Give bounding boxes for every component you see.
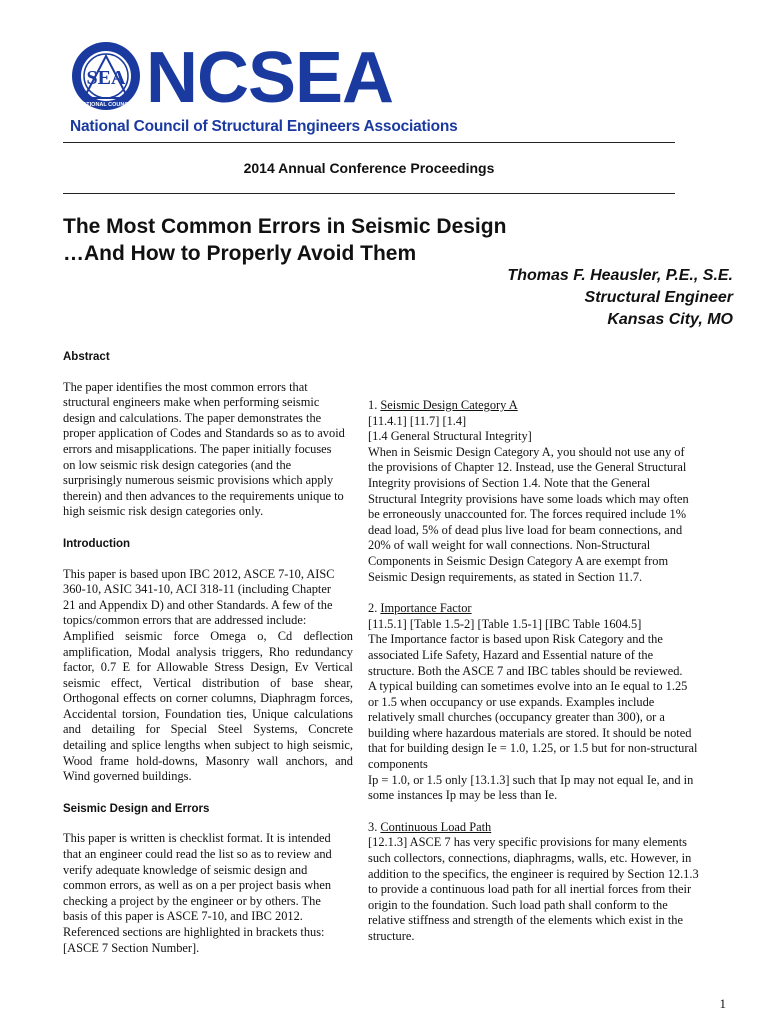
section-line: structure. Both the ASCE 7 and IBC tables should be reviewed. (368, 663, 683, 678)
abstract-line: proper application of Codes and Standards so as to avoid (63, 426, 345, 441)
abstract-line: structural engineers make when performing seismic (63, 395, 320, 410)
seismic-errors-line: [ASCE 7 Section Number]. (63, 940, 200, 955)
abstract-line: surprisingly numerous seismic provisions which apply (63, 473, 334, 488)
seismic-errors-line: Referenced sections are highlighted in brackets thus: (63, 925, 325, 939)
section-line: some instances Ip may be less than Ie. (368, 788, 558, 803)
seal-text: SEA (86, 67, 126, 89)
section-line: be erroneously unaccounted for. The forces required include 1% (368, 507, 687, 522)
section-line: Seismic Design requirements, as stated in Section 11.7. (368, 569, 643, 584)
seismic-errors-line: basis of this paper is ASCE 7-10, and IBC 2012. (63, 909, 303, 924)
seismic-errors-line: This paper is written is checklist format. It is intended (63, 831, 331, 846)
section-heading (368, 398, 736, 414)
logo-subtitle: National Council of Structural Engineers Associations (70, 118, 458, 135)
abstract-line: design and calculations. The paper demonstrates the (63, 410, 322, 425)
abstract-line: errors and misapplications. The paper initially focuses (63, 441, 332, 456)
section-heading (368, 601, 736, 617)
title-line-1: The Most Common Errors in Seismic Design (63, 215, 507, 238)
author-block (507, 265, 733, 331)
section-line: 20% of wall weight for wall connections. Non-Structural (368, 538, 651, 553)
header-rule-bottom (63, 193, 675, 194)
logo-wordmark: NCSEA (146, 38, 394, 118)
header-rule-top (63, 142, 675, 143)
introduction-line: This paper is based upon IBC 2012, ASCE 7-10, AISC (63, 566, 335, 581)
section-seismic-design-category-a (368, 398, 736, 585)
title-line-2: …And How to Properly Avoid Them (63, 242, 417, 265)
abstract-line: on low seismic risk design categories (and the (63, 457, 292, 472)
abstract-text (63, 380, 353, 520)
section-number: 2. (368, 601, 381, 616)
section-line: Structural Integrity provisions have some loads which may often (368, 491, 689, 506)
section-line: When in Seismic Design Category A, you should not use any of (368, 444, 685, 459)
abstract-line: high seismic risk design categories only. (63, 504, 264, 519)
paper-title (63, 213, 703, 267)
section-line: such collectors, connections, diaphragms, walls, etc. However, in (368, 851, 692, 866)
section-line: relatively small churches (occupancy greater than 300), or a (368, 710, 665, 725)
abstract-line: therein) and then advances to the requirements unique to (63, 488, 344, 503)
section-line: the provisions of Chapter 12. Instead, use the General Structural (368, 460, 687, 475)
section-continuous-load-path (368, 820, 736, 945)
section-line: A typical building can sometimes evolve into an Ie equal to 1.25 (368, 679, 688, 694)
section-line: The Importance factor is based upon Risk Category and the (368, 632, 663, 647)
section-line: Components in Seismic Design Category A are exempt from (368, 553, 669, 568)
sea-seal-icon (70, 40, 142, 112)
section-line: relative stiffness and strength of the elements which exist in the (368, 913, 683, 928)
section-line: components (368, 757, 428, 772)
section-line: addition to the specifics, the engineer is required by Section 12.1.3 (368, 866, 699, 881)
section-title: Importance Factor (380, 601, 472, 616)
seismic-errors-line: checking a project by the engineer or by others. The (63, 893, 321, 908)
section-title: Seismic Design Category A (380, 398, 518, 412)
section-line: [1.4 General Structural Integrity] (368, 429, 532, 444)
section-line: that for building design Ie = 1.0, 1.25, or 1.5 but for non-structural (368, 741, 698, 756)
section-title: Continuous Load Path (380, 819, 492, 834)
section-line: Ip = 1.0, or 1.5 only [13.1.3] such that Ip may not equal Ie, and in (368, 772, 694, 787)
author-role: Structural Engineer (584, 289, 733, 306)
section-line: building where hazardous materials are stored. It should be noted (368, 725, 692, 740)
seismic-errors-line: that an engineer could read the list so as to review and (63, 847, 332, 862)
introduction-line: 21 and Appendix D) and other Standards. A few of the (63, 597, 333, 612)
section-line: origin to the foundation. Such load path shall conform to the (368, 897, 668, 912)
section-number: 1. (368, 398, 381, 412)
section-line: dead load, 5% of dead plus live load for beam connections, and (368, 522, 683, 537)
seismic-errors-text (63, 831, 353, 956)
conference-title: 2014 Annual Conference Proceedings (243, 160, 495, 176)
introduction-topics: Amplified seismic force Omega o, Cd deflection amplification, Modal analysis triggers, Rho redundancy factor, 0.7 E for Allowable Stress Design, Ev Vertical seismic effect, Vertical distribution of base shear, Orthogonal effects on corner columns, Diaphragm forces, Accidental torsion, Foundation ties, Unique calculations and detailing for Special Steel Systems, Concrete detailing and splice lengths when subject to high seismic, Wood frame hold-downs, Masonry wall anchors, and Wind governed buildings. (63, 628, 353, 784)
section-line: associated Life Safety, Hazard and Essential nature of the (368, 647, 654, 662)
abstract-heading: Abstract (63, 351, 110, 363)
section-line: [12.1.3] ASCE 7 has very specific provisions for many elements (368, 835, 687, 850)
introduction-line: topics/common errors that are addressed include: (63, 613, 307, 628)
right-column (368, 398, 736, 961)
seismic-errors-line: verify adequate knowledge of seismic design and (63, 862, 308, 877)
section-line: to provide a continuous load path for all inertial forces from their (368, 882, 692, 897)
introduction-heading: Introduction (63, 537, 131, 550)
seismic-errors-heading: Seismic Design and Errors (63, 802, 210, 815)
section-number: 3. (368, 819, 381, 834)
section-heading (368, 820, 736, 836)
section-line: structure. (368, 929, 415, 943)
introduction-text (63, 567, 353, 629)
section-importance-factor (368, 601, 736, 804)
author-location: Kansas City, MO (607, 311, 733, 328)
author-name: Thomas F. Heausler, P.E., S.E. (507, 267, 733, 284)
left-column (63, 350, 353, 973)
section-line: [11.4.1] [11.7] [1.4] (368, 413, 467, 428)
page-number: 1 (719, 996, 726, 1011)
seismic-errors-line: common errors, as well as on a per project basis when (63, 878, 332, 893)
ncsea-logo (70, 38, 458, 140)
introduction-line: 360-10, ASIC 341-10, ACI 318-11 (including Chapter (63, 582, 331, 597)
abstract-line: The paper identifies the most common errors that (63, 379, 308, 394)
section-line: [11.5.1] [Table 1.5-2] [Table 1.5-1] [IBC Table 1604.5] (368, 616, 642, 631)
section-line: or 1.5 when occupancy or use expands. Examples include (368, 694, 655, 709)
section-line: Integrity provisions of Section 1.4. Note that the General (368, 475, 651, 490)
seal-ring-text: NATIONAL COUNCIL (78, 102, 134, 108)
